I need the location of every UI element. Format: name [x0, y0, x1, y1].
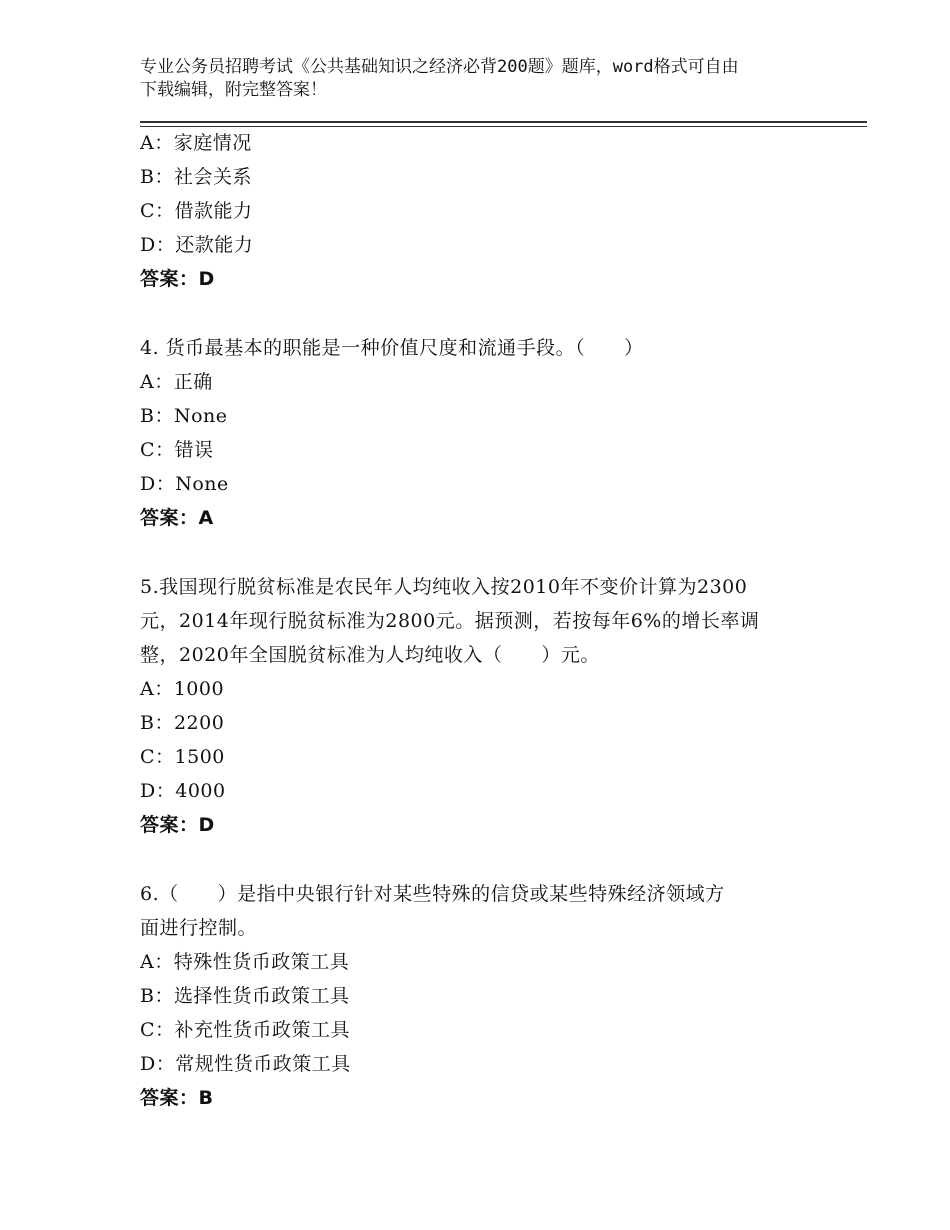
q4-option-b: B：None — [140, 405, 228, 427]
q3-option-d: D：还款能力 — [140, 234, 254, 256]
q3-option-c: C：借款能力 — [140, 200, 253, 222]
q4-option-a: A：正确 — [140, 371, 213, 393]
header-title-line-1: 专业公务员招聘考试《公共基础知识之经济必背200题》题库，word格式可自由 — [140, 57, 739, 77]
q4-stem: 4. 货币最基本的职能是一种价值尺度和流通手段。（ ） — [140, 337, 644, 359]
q5-stem-line-2: 元，2014年现行脱贫标准为2800元。据预测，若按每年6%的增长率调 — [140, 610, 760, 632]
q5-option-a: A：1000 — [140, 678, 225, 700]
q6-stem-line-1: 6.（ ）是指中央银行针对某些特殊的信贷或某些特殊经济领域方 — [140, 883, 725, 905]
q6-option-d: D：常规性货币政策工具 — [140, 1053, 351, 1075]
q6-option-a: A：特殊性货币政策工具 — [140, 951, 350, 973]
q5-stem-line-1: 5.我国现行脱贫标准是农民年人均纯收入按2010年不变价计算为2300 — [140, 576, 748, 598]
q6-answer: 答案：B — [140, 1087, 214, 1109]
q5-option-d: D：4000 — [140, 780, 226, 802]
q5-answer: 答案：D — [140, 814, 215, 836]
header-divider — [140, 121, 867, 127]
q3-option-b: B：社会关系 — [140, 166, 252, 188]
q5-option-c: C：1500 — [140, 746, 225, 768]
q3-answer: 答案：D — [140, 268, 215, 290]
q4-option-d: D：None — [140, 473, 229, 495]
header-title-line-2: 下载编辑，附完整答案！ — [140, 80, 327, 100]
q3-option-a: A：家庭情况 — [140, 132, 252, 154]
q4-option-c: C：错误 — [140, 439, 214, 461]
q4-answer: 答案：A — [140, 507, 214, 529]
q6-option-b: B：选择性货币政策工具 — [140, 985, 350, 1007]
q5-stem-line-3: 整，2020年全国脱贫标准为人均纯收入（ ）元。 — [140, 644, 600, 666]
page-header — [140, 56, 820, 102]
q6-option-c: C：补充性货币政策工具 — [140, 1019, 351, 1041]
q6-stem-line-2: 面进行控制。 — [140, 917, 258, 939]
q5-option-b: B：2200 — [140, 712, 225, 734]
